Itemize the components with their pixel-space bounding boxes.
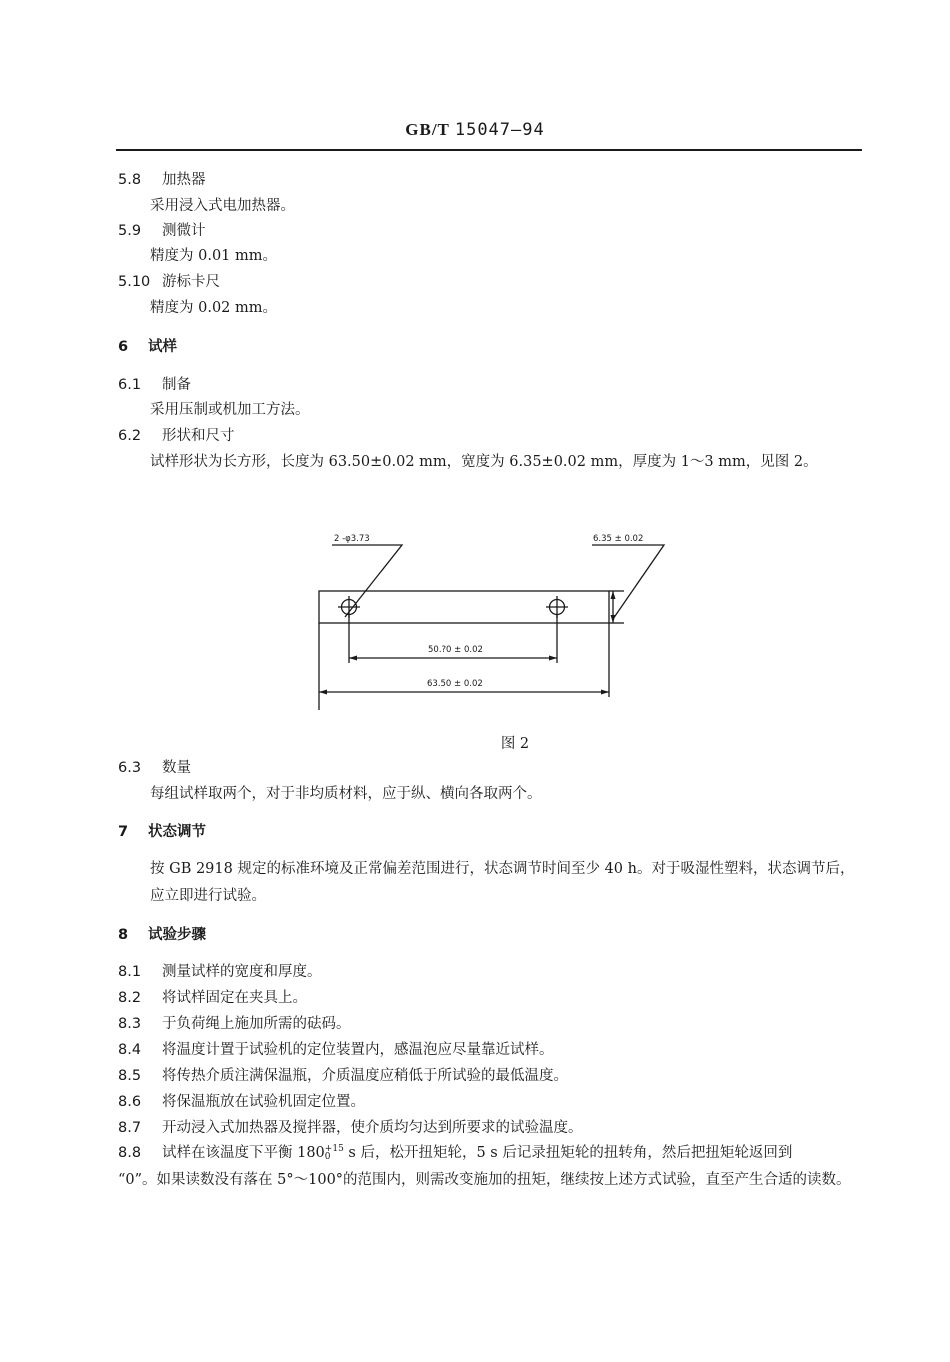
section-8-heading bbox=[118, 925, 206, 945]
step-text: 将保温瓶放在试验机固定位置。 bbox=[162, 1094, 365, 1110]
item-6-2-body: 试样形状为长方形，长度为 63.50±0.02 mm，宽度为 6.35±0.02 mm，厚度为 1～3 mm，见图 2。 bbox=[150, 454, 818, 470]
step-text: 测量试样的宽度和厚度。 bbox=[162, 964, 322, 980]
step-text: 将试样固定在夹具上。 bbox=[162, 990, 307, 1006]
step-8-4 bbox=[118, 1040, 554, 1060]
step-8-8 bbox=[118, 1140, 868, 1194]
section-7-body bbox=[118, 856, 868, 910]
step-8-7 bbox=[118, 1118, 583, 1138]
step-number: 8.4 bbox=[118, 1042, 142, 1058]
step-8-8-line1 bbox=[118, 1140, 868, 1167]
item-title: 加热器 bbox=[162, 172, 206, 188]
step-8-1 bbox=[118, 962, 322, 982]
section-title: 状态调节 bbox=[148, 824, 206, 840]
figure-caption: 图 2 bbox=[500, 736, 530, 752]
length-label: 63.50 ± 0.02 bbox=[427, 679, 483, 689]
section-title: 试样 bbox=[148, 339, 177, 355]
standard-number: 15047—94 bbox=[454, 120, 545, 140]
item-5-8-body: 采用浸入式电加热器。 bbox=[150, 198, 295, 214]
item-title: 数量 bbox=[162, 760, 191, 776]
section-number: 8 bbox=[118, 927, 129, 943]
step-text: 于负荷绳上施加所需的砝码。 bbox=[162, 1016, 351, 1032]
item-number: 5.9 bbox=[118, 223, 142, 239]
section-number: 7 bbox=[118, 824, 129, 840]
step-8-8-text-c: “0”。如果读数没有落在 5°～100°的范围内，则需改变施加的扭矩，继续按上述方式试验，直至产生合适的读数。 bbox=[118, 1172, 851, 1188]
tolerance-superscript-group bbox=[325, 1145, 344, 1161]
standard-prefix: GB/T bbox=[405, 120, 450, 139]
step-8-2 bbox=[118, 988, 307, 1008]
item-number: 6.3 bbox=[118, 760, 142, 776]
item-number: 5.10 bbox=[118, 274, 151, 290]
step-number: 8.7 bbox=[118, 1120, 142, 1136]
tolerance-upper: +15 bbox=[324, 1144, 344, 1154]
section-number: 6 bbox=[118, 339, 129, 355]
step-8-8-text-b: s 后，松开扭矩轮，5 s 后记录扭矩轮的扭转角，然后把扭矩轮返回到 bbox=[343, 1145, 793, 1161]
step-8-6 bbox=[118, 1092, 365, 1112]
width-label: 6.35 ± 0.02 bbox=[593, 534, 644, 544]
hole-diameter-label: 2 -φ3.73 bbox=[334, 534, 370, 544]
hole-leader bbox=[332, 545, 402, 617]
step-8-8-text-a: 试样在该温度下平衡 180 bbox=[162, 1145, 325, 1161]
item-title: 形状和尺寸 bbox=[162, 428, 235, 444]
step-8-3 bbox=[118, 1014, 351, 1034]
item-number: 5.8 bbox=[118, 172, 142, 188]
item-number: 6.1 bbox=[118, 377, 142, 393]
item-title: 制备 bbox=[162, 377, 191, 393]
step-number: 8.1 bbox=[118, 964, 142, 980]
step-text: 将温度计置于试验机的定位装置内，感温泡应尽量靠近试样。 bbox=[162, 1042, 554, 1058]
tolerance-lower: 0 bbox=[324, 1152, 331, 1162]
item-6-1-body: 采用压制或机加工方法。 bbox=[150, 402, 310, 418]
section-7-text: 按 GB 2918 规定的标准环境及正常偏差范围进行，状态调节时间至少 40 h。对于吸湿性塑料，状态调节后，应立即进行试验。 bbox=[150, 861, 855, 904]
item-5-9-body: 精度为 0.01 mm。 bbox=[150, 248, 278, 264]
step-number: 8.3 bbox=[118, 1016, 142, 1032]
step-number: 8.5 bbox=[118, 1068, 142, 1084]
step-number: 8.2 bbox=[118, 990, 142, 1006]
item-title: 测微计 bbox=[162, 223, 206, 239]
item-title: 游标卡尺 bbox=[162, 274, 220, 290]
item-6-3 bbox=[118, 758, 191, 778]
step-8-5 bbox=[118, 1066, 568, 1086]
step-text: 将传热介质注满保温瓶，介质温度应稍低于所试验的最低温度。 bbox=[162, 1068, 568, 1084]
step-text: 开动浸入式加热器及搅拌器，使介质均匀达到所要求的试验温度。 bbox=[162, 1120, 583, 1136]
item-6-3-body: 每组试样取两个，对于非均质材料，应于纵、横向各取两个。 bbox=[150, 786, 542, 802]
item-5-10-body: 精度为 0.02 mm。 bbox=[150, 300, 278, 316]
step-number: 8.8 bbox=[118, 1145, 142, 1161]
item-number: 6.2 bbox=[118, 428, 142, 444]
step-number: 8.6 bbox=[118, 1094, 142, 1110]
section-7-heading bbox=[118, 822, 206, 842]
section-title: 试验步骤 bbox=[148, 927, 206, 943]
width-leader bbox=[592, 545, 664, 619]
hole-spacing-label: 50.?0 ± 0.02 bbox=[428, 645, 483, 655]
